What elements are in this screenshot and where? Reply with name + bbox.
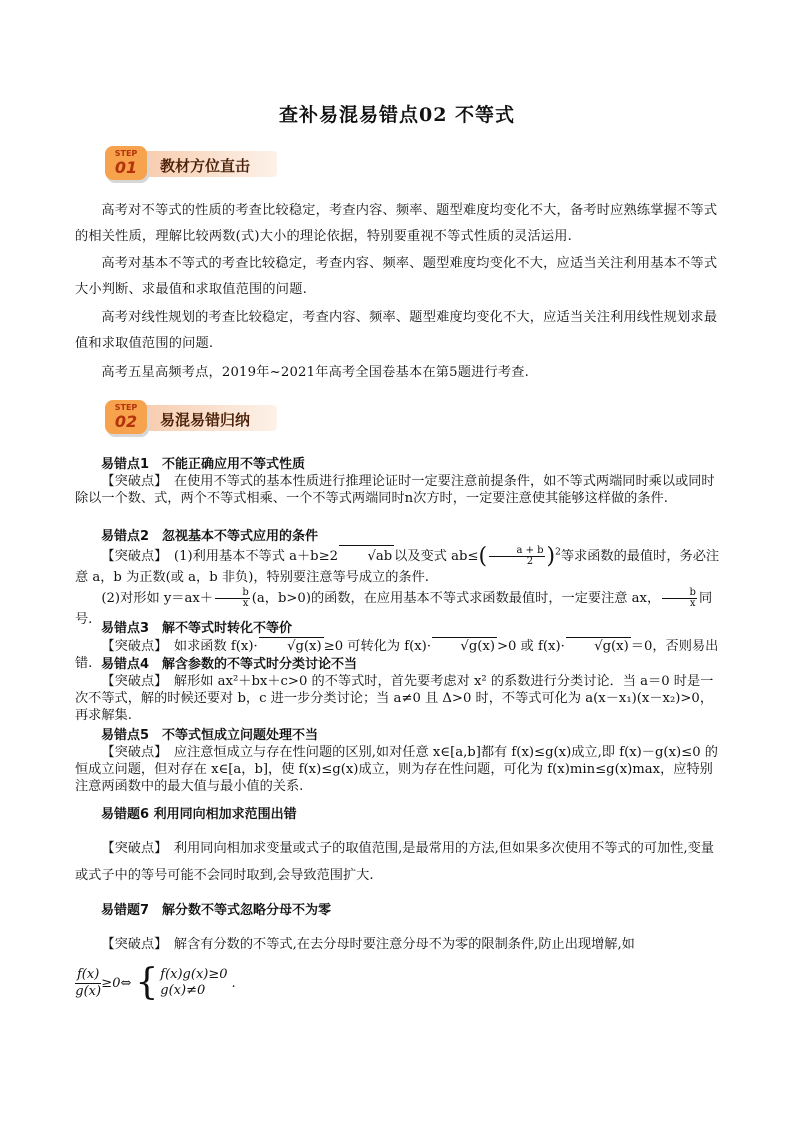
point-heading: 易错点5 不等式恒成立问题处理不当 [101,728,319,743]
point-heading: 易错点3 解不等式时转化不等价 [101,621,293,636]
left-brace: { [135,962,159,1003]
point-text: (2)对形如 y＝ax＋ [101,591,213,606]
point-heading: 易错题6 利用同向相加求范围出错 [101,807,297,822]
point-body [75,673,721,724]
breakthrough-tag: 【突破点】 [101,549,161,564]
intro-paragraph-1: 高考对不等式的性质的考查比较稳定，考查内容、频率、题型难度均变化不大，备考时应熟练掌握不等式的相关性质，理解比较两数(式)大小的理论依据，特别要重视不等式性质的灵活运用. [75,203,718,244]
point-text: 解含有分数的不等式,在去分母时要注意分母不为零的限制条件,防止出现增解,如 [173,937,635,952]
point-body [75,931,721,958]
point-body [75,473,721,507]
breakthrough-tag: 【突破点】 [101,937,161,952]
intro-paragraph-2: 高考对基本不等式的考查比较稳定，考查内容、频率、题型难度均变化不大，应适当关注利用基本不等式大小判断、求最值和求取值范围的问题. [75,256,718,297]
system-line-1: f(x)g(x)≥0 [160,967,228,982]
frac-denominator: x [689,598,696,609]
error-point-6 [75,806,721,889]
step-badge [105,146,147,180]
point-text: 解形如 ax²＋bx＋c>0 的不等式时，首先要考虑对 x² 的系数进行分类讨论．当 a＝0 时是一次不等式，解的时候还要对 b，c 进一步分类讨论；当 a≠0 且 Δ>0 时，不等式可化为 a(x－x₁)(x－x₂)>0，再求解集. [75,674,714,723]
frac-numerator: a + b [489,546,545,557]
intro-paragraph-4: 高考五星高频考点，2019年~2021年高考全国卷基本在第5题进行考查. [101,365,530,380]
sqrt-g: √ g(x) [432,637,497,655]
step-02-banner [105,400,281,440]
frac-numerator: f(x) [77,966,100,982]
breakthrough-tag: 【突破点】 [101,745,161,760]
formula-end: . [231,975,236,991]
point-text: 在使用不等式的基本性质进行推理论证时一定要注意前提条件，如不等式两端同时乘以或同时除以一个数、式，两个不等式相乘、一个不等式两端同时n次方时，一定要注意使其能够这样做的条件. [75,474,715,506]
fraction-b-over-x [215,588,250,609]
point-text: (1)利用基本不等式 a＋b≥2 [173,549,339,564]
point-text: ≥0 可转化为 f(x)· [323,639,432,654]
square-exponent: 2 [555,547,561,558]
error-point-4 [75,656,721,724]
point-heading: 易错点1 不能正确应用不等式性质 [101,457,306,472]
step-label: 教材方位直击 [160,157,251,175]
paren-close: ) [546,544,556,569]
frac-denominator: g(x) [75,983,102,999]
breakthrough-tag: 【突破点】 [101,841,161,856]
inequality-system [160,967,227,999]
point-heading: 易错点2 忽视基本不等式应用的条件 [101,529,319,544]
sqrt-g: √ g(x) [259,637,324,655]
point-text: >0 或 f(x)· [496,639,565,654]
error-point-2 [75,528,721,630]
error-point-7 [75,902,721,958]
point-heading: 易错点4 解含参数的不等式时分类讨论不当 [101,657,358,672]
step-label: 易混易错归纳 [160,411,251,429]
fraction-a-plus-b-over-2 [489,546,545,567]
point-text: 应注意恒成立与存在性问题的区别,如对任意 x∈[a,b]都有 f(x)≤g(x)成立,即 f(x)－g(x)≤0 的恒成立问题，但对存在 x∈[a，b]，使 f(x)≤g(x)成立，则为存在性问题，可化为 f(x)min≤g(x)max，应特别注意两函数中的最大值与最小值的关系. [75,745,718,794]
point-body [75,545,721,588]
frac-denominator: 2 [526,556,534,567]
error-point-5 [75,727,721,795]
point-body [75,744,721,795]
point-text: 同号. [75,591,713,627]
frac-numerator: b [662,588,697,599]
step-badge [105,400,147,434]
system-line-2: g(x)≠0 [160,983,206,998]
point-text: 如求函数 f(x)· [173,639,258,654]
frac-denominator: x [242,598,249,609]
point-text: 以及变式 ab≤ [394,549,479,564]
fraction-inequality-formula [75,962,236,1003]
frac-numerator: b [215,588,250,599]
error-point-1 [75,456,721,507]
step-number: 01 [114,158,138,177]
breakthrough-tag: 【突破点】 [101,674,161,689]
sqrt-ab: √ ab [339,545,394,567]
point-text: 利用同向相加求变量或式子的取值范围,是最常用的方法,但如果多次使用不等式的可加性,变量或式子中的等号可能不会同时取到,会导致范围扩大. [75,841,714,883]
page-title: 查补易混易错点02 不等式 [278,104,516,126]
point-text: (a，b>0)的函数，在应用基本不等式求函数最值时，一定要注意 ax， [251,591,661,606]
step-word: STEP [114,149,138,158]
intro-paragraph-3: 高考对线性规划的考查比较稳定，考查内容、频率、题型难度均变化不大，应适当关注利用线性规划求最值和求取值范围的问题. [75,310,718,351]
paren-open: ( [478,544,488,569]
step-word: STEP [114,403,138,412]
point-body [75,835,721,889]
fraction-b-over-x-2 [662,588,697,609]
breakthrough-tag: 【突破点】 [101,639,161,654]
equivalence-relation: ≥0⇔ [101,975,132,991]
breakthrough-tag: 【突破点】 [101,474,161,489]
point-text: 等求函数的最值时，务必注意 a，b 为正数(或 a，b 非负)，特别要注意等号成立的条件. [75,549,720,585]
big-fraction [75,967,101,1000]
step-01-banner [105,146,281,186]
step-number: 02 [114,412,138,431]
sqrt-g: √ g(x) [566,637,631,655]
point-text: ＝0，否则易出错. [75,639,719,671]
point-heading: 易错题7 解分数不等式忽略分母不为零 [101,903,332,918]
